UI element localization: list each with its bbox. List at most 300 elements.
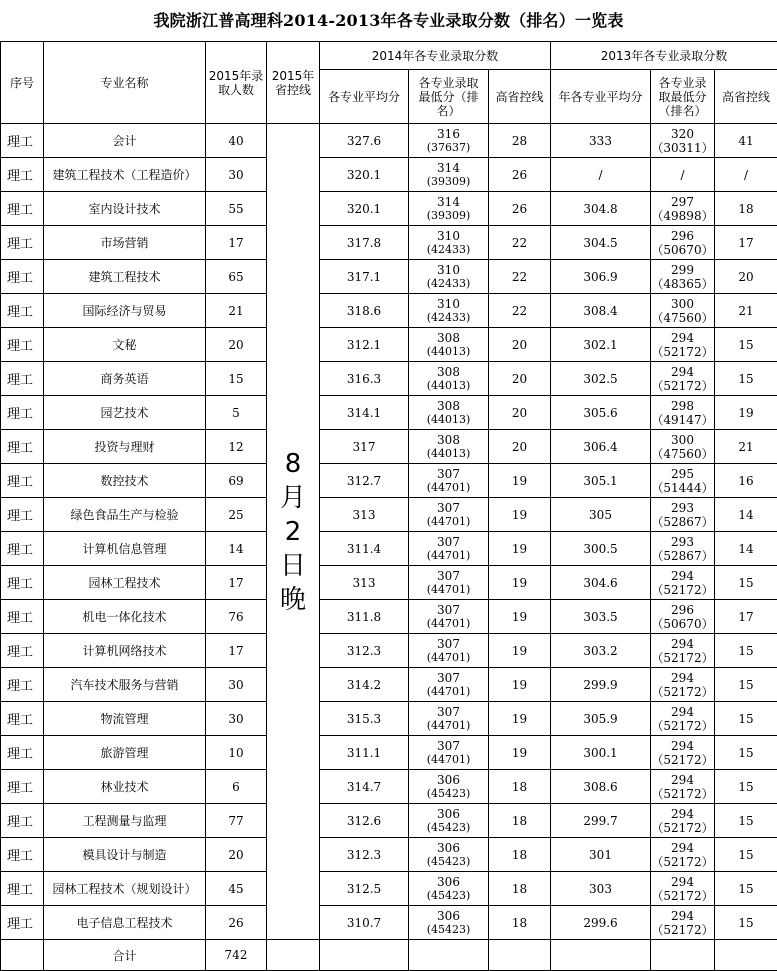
enroll-2015-cell: 17 (206, 634, 267, 668)
enroll-2015-cell: 77 (206, 804, 267, 838)
min-score-2013: 297 (651, 195, 714, 209)
enroll-2015-cell: 20 (206, 838, 267, 872)
above-control-2013-cell: 15 (715, 872, 777, 906)
avg-2014-cell: 318.6 (320, 294, 409, 328)
total-empty-cell (551, 940, 651, 971)
enroll-2015-cell: 26 (206, 906, 267, 940)
total-row (1, 940, 777, 971)
above-control-2014-cell: 22 (489, 260, 551, 294)
rank-2014: (42433) (409, 311, 488, 325)
above-control-2014-cell: 20 (489, 396, 551, 430)
above-control-2013-cell: 15 (715, 804, 777, 838)
min-2014-cell (409, 770, 489, 804)
avg-2014-cell: 320.1 (320, 158, 409, 192)
above-control-2014-cell: 19 (489, 668, 551, 702)
min-score-2013: 295 (651, 467, 714, 481)
table-row (1, 124, 777, 158)
above-control-2014-cell: 19 (489, 600, 551, 634)
rank-2013: （50670） (651, 243, 714, 257)
min-score-2013: 294 (651, 637, 714, 651)
major-name-cell: 工程测量与监理 (44, 804, 206, 838)
avg-2013-cell: 305.9 (551, 702, 651, 736)
min-score-2013: 293 (651, 535, 714, 549)
min-2014-cell (409, 838, 489, 872)
min-2014-cell (409, 464, 489, 498)
enroll-2015-cell: 10 (206, 736, 267, 770)
enroll-2015-cell: 25 (206, 498, 267, 532)
rank-2013: （52172） (651, 889, 714, 903)
avg-2014-cell: 311.8 (320, 600, 409, 634)
avg-2014-cell: 312.7 (320, 464, 409, 498)
table-row (1, 498, 777, 532)
category-cell: 理工 (1, 668, 44, 702)
min-score-2014: 308 (409, 399, 488, 413)
rank-2014: (44701) (409, 617, 488, 631)
above-control-2013-cell: 15 (715, 838, 777, 872)
control-2015-char: 月 (267, 481, 319, 515)
min-score-2013: 294 (651, 909, 714, 923)
table-row (1, 294, 777, 328)
avg-2013-cell: 304.8 (551, 192, 651, 226)
min-2013-cell (651, 498, 715, 532)
min-score-2014: 308 (409, 433, 488, 447)
category-cell: 理工 (1, 430, 44, 464)
min-score-2013: 294 (651, 773, 714, 787)
table-row (1, 430, 777, 464)
rank-2014: (44013) (409, 379, 488, 393)
avg-2013-cell: 333 (551, 124, 651, 158)
rank-2014: (39309) (409, 175, 488, 189)
above-control-2014-cell: 20 (489, 430, 551, 464)
avg-2013-cell: 306.4 (551, 430, 651, 464)
category-cell: 理工 (1, 804, 44, 838)
rank-2013: （47560） (651, 311, 714, 325)
rank-2013: （52172） (651, 821, 714, 835)
enroll-2015-cell: 30 (206, 158, 267, 192)
rank-2013: （52172） (651, 719, 714, 733)
rank-2013: （52172） (651, 787, 714, 801)
category-cell: 理工 (1, 362, 44, 396)
above-control-2014-cell: 26 (489, 192, 551, 226)
min-2014-cell (409, 124, 489, 158)
avg-2013-cell: 299.6 (551, 906, 651, 940)
rank-2014: (45423) (409, 855, 488, 869)
min-score-2014: 307 (409, 535, 488, 549)
category-cell: 理工 (1, 158, 44, 192)
avg-2014-cell: 315.3 (320, 702, 409, 736)
avg-2013-cell: 305.1 (551, 464, 651, 498)
category-cell: 理工 (1, 192, 44, 226)
table-row (1, 702, 777, 736)
major-name-cell: 旅游管理 (44, 736, 206, 770)
category-cell: 理工 (1, 328, 44, 362)
major-name-cell: 模具设计与制造 (44, 838, 206, 872)
major-name-cell: 会计 (44, 124, 206, 158)
min-2014-cell (409, 702, 489, 736)
above-control-2014-cell: 20 (489, 328, 551, 362)
admission-scores-table (0, 41, 777, 971)
rank-2014: (44701) (409, 651, 488, 665)
major-name-cell: 商务英语 (44, 362, 206, 396)
above-control-2014-cell: 19 (489, 498, 551, 532)
avg-2013-cell: 302.5 (551, 362, 651, 396)
above-control-2013-cell: 15 (715, 906, 777, 940)
table-row (1, 158, 777, 192)
total-empty-cell (267, 940, 320, 971)
enroll-2015-cell: 15 (206, 362, 267, 396)
min-2013-cell (651, 430, 715, 464)
above-control-2014-cell: 19 (489, 702, 551, 736)
avg-2013-cell: 305.6 (551, 396, 651, 430)
major-name-cell: 国际经济与贸易 (44, 294, 206, 328)
above-control-2014-cell: 19 (489, 464, 551, 498)
category-cell: 理工 (1, 770, 44, 804)
enroll-2015-cell: 17 (206, 566, 267, 600)
table-row (1, 566, 777, 600)
min-score-2014: 310 (409, 297, 488, 311)
min-score-2014: 314 (409, 195, 488, 209)
avg-2013-cell: 300.1 (551, 736, 651, 770)
min-score-2014: 307 (409, 569, 488, 583)
table-row (1, 362, 777, 396)
enroll-2015-cell: 14 (206, 532, 267, 566)
major-name-cell: 电子信息工程技术 (44, 906, 206, 940)
header-min-2014: 各专业录取最低分（排名） (409, 70, 489, 124)
min-2013-cell (651, 702, 715, 736)
rank-2013: （51444） (651, 481, 714, 495)
min-score-2014: 310 (409, 229, 488, 243)
table-row (1, 532, 777, 566)
above-control-2014-cell: 18 (489, 770, 551, 804)
min-score-2014: 306 (409, 841, 488, 855)
header-min-2013: 各专业录取最低分（排名） (651, 70, 715, 124)
min-score-2014: 308 (409, 365, 488, 379)
total-empty-cell (715, 940, 777, 971)
min-2013-cell (651, 600, 715, 634)
above-control-2014-cell: 19 (489, 566, 551, 600)
min-2014-cell (409, 532, 489, 566)
avg-2014-cell: 314.1 (320, 396, 409, 430)
table-row (1, 736, 777, 770)
min-score-2013: 294 (651, 841, 714, 855)
major-name-cell: 园艺技术 (44, 396, 206, 430)
avg-2013-cell: 301 (551, 838, 651, 872)
min-2013-cell (651, 158, 715, 192)
min-score-2013: 294 (651, 331, 714, 345)
min-2013-cell (651, 566, 715, 600)
min-2014-cell (409, 226, 489, 260)
above-control-2013-cell: 14 (715, 532, 777, 566)
rank-2014: (45423) (409, 821, 488, 835)
header-avg-2013: 年各专业平均分 (551, 70, 651, 124)
min-2013-cell (651, 328, 715, 362)
category-cell: 理工 (1, 600, 44, 634)
above-control-2014-cell: 19 (489, 736, 551, 770)
min-2013-cell (651, 294, 715, 328)
avg-2014-cell: 317.8 (320, 226, 409, 260)
above-control-2013-cell: 17 (715, 226, 777, 260)
above-control-2014-cell: 22 (489, 294, 551, 328)
avg-2014-cell: 313 (320, 566, 409, 600)
min-2014-cell (409, 192, 489, 226)
table-row (1, 464, 777, 498)
major-name-cell: 室内设计技术 (44, 192, 206, 226)
min-score-2014: 314 (409, 161, 488, 175)
rank-2013: （52172） (651, 379, 714, 393)
above-control-2013-cell: 15 (715, 362, 777, 396)
avg-2014-cell: 314.2 (320, 668, 409, 702)
avg-2014-cell: 310.7 (320, 906, 409, 940)
header-ctrl-2013: 高省控线 (715, 70, 777, 124)
min-score-2014: 308 (409, 331, 488, 345)
min-score-2014: 307 (409, 603, 488, 617)
min-score-2014: 307 (409, 637, 488, 651)
min-score-2014: 306 (409, 875, 488, 889)
table-row (1, 770, 777, 804)
enroll-2015-cell: 76 (206, 600, 267, 634)
min-2013-cell (651, 634, 715, 668)
table-row (1, 600, 777, 634)
min-score-2014: 316 (409, 127, 488, 141)
rank-2013: （48365） (651, 277, 714, 291)
min-score-2014: 310 (409, 263, 488, 277)
major-name-cell: 林业技术 (44, 770, 206, 804)
rank-2014: (44701) (409, 719, 488, 733)
min-2014-cell (409, 498, 489, 532)
category-cell: 理工 (1, 872, 44, 906)
rank-2014: (44701) (409, 481, 488, 495)
avg-2014-cell: 312.1 (320, 328, 409, 362)
avg-2013-cell: 304.5 (551, 226, 651, 260)
major-name-cell: 绿色食品生产与检验 (44, 498, 206, 532)
enroll-2015-cell: 5 (206, 396, 267, 430)
control-2015-char: 日 (267, 549, 319, 583)
min-score-2013: 294 (651, 875, 714, 889)
min-2013-cell (651, 362, 715, 396)
major-name-cell: 计算机网络技术 (44, 634, 206, 668)
rank-2014: (45423) (409, 923, 488, 937)
rank-2014: (44701) (409, 753, 488, 767)
avg-2013-cell: 302.1 (551, 328, 651, 362)
above-control-2013-cell: 15 (715, 668, 777, 702)
enroll-2015-cell: 21 (206, 294, 267, 328)
rank-2014: (42433) (409, 243, 488, 257)
min-2014-cell (409, 668, 489, 702)
rank-2013: （52172） (651, 583, 714, 597)
min-score-2013: 298 (651, 399, 714, 413)
above-control-2013-cell: 15 (715, 770, 777, 804)
min-score-2013: 294 (651, 807, 714, 821)
header-control-2015: 2015年省控线 (267, 42, 320, 124)
min-2014-cell (409, 600, 489, 634)
avg-2013-cell: / (551, 158, 651, 192)
min-score-2013: 294 (651, 569, 714, 583)
rank-2013: （52172） (651, 855, 714, 869)
table-row (1, 838, 777, 872)
enroll-2015-cell: 17 (206, 226, 267, 260)
enroll-2015-cell: 30 (206, 668, 267, 702)
rank-2013: （50670） (651, 617, 714, 631)
major-name-cell: 计算机信息管理 (44, 532, 206, 566)
major-name-cell: 数控技术 (44, 464, 206, 498)
min-score-2013: 294 (651, 671, 714, 685)
total-empty-cell (320, 940, 409, 971)
category-cell: 理工 (1, 260, 44, 294)
above-control-2013-cell: 16 (715, 464, 777, 498)
above-control-2013-cell: 18 (715, 192, 777, 226)
rank-2014: (44701) (409, 583, 488, 597)
major-name-cell: 园林工程技术（规划设计） (44, 872, 206, 906)
total-empty-cell (1, 940, 44, 971)
avg-2014-cell: 311.4 (320, 532, 409, 566)
header-enroll-2015: 2015年录取人数 (206, 42, 267, 124)
min-2014-cell (409, 396, 489, 430)
enroll-2015-cell: 12 (206, 430, 267, 464)
table-row (1, 906, 777, 940)
above-control-2013-cell: 15 (715, 736, 777, 770)
avg-2014-cell: 312.3 (320, 838, 409, 872)
rank-2014: (44701) (409, 549, 488, 563)
page-title: 我院浙江普高理科2014-2013年各专业录取分数（排名）一览表 (0, 0, 777, 41)
min-score-2013: 299 (651, 263, 714, 277)
min-2013-cell (651, 464, 715, 498)
avg-2013-cell: 305 (551, 498, 651, 532)
avg-2013-cell: 299.9 (551, 668, 651, 702)
avg-2013-cell: 303 (551, 872, 651, 906)
table-row (1, 872, 777, 906)
above-control-2014-cell: 18 (489, 804, 551, 838)
avg-2013-cell: 308.6 (551, 770, 651, 804)
min-score-2013: 294 (651, 739, 714, 753)
enroll-2015-cell: 65 (206, 260, 267, 294)
header-avg-2014: 各专业平均分 (320, 70, 409, 124)
avg-2013-cell: 303.2 (551, 634, 651, 668)
category-cell: 理工 (1, 736, 44, 770)
above-control-2014-cell: 20 (489, 362, 551, 396)
above-control-2013-cell: 14 (715, 498, 777, 532)
min-2013-cell (651, 770, 715, 804)
min-2014-cell (409, 158, 489, 192)
min-2014-cell (409, 362, 489, 396)
category-cell: 理工 (1, 396, 44, 430)
min-2013-cell (651, 804, 715, 838)
table-row (1, 260, 777, 294)
avg-2014-cell: 313 (320, 498, 409, 532)
header-group-2014: 2014年各专业录取分数 (320, 42, 551, 70)
min-2014-cell (409, 736, 489, 770)
total-empty-cell (409, 940, 489, 971)
control-2015-cell (267, 124, 320, 940)
major-name-cell: 物流管理 (44, 702, 206, 736)
control-2015-char: 2 (267, 515, 319, 549)
control-2015-char: 8 (267, 447, 319, 481)
category-cell: 理工 (1, 464, 44, 498)
min-2014-cell (409, 872, 489, 906)
min-score-2013: / (651, 168, 714, 182)
min-2013-cell (651, 260, 715, 294)
header-ctrl-2014: 高省控线 (489, 70, 551, 124)
min-score-2014: 306 (409, 807, 488, 821)
min-2013-cell (651, 668, 715, 702)
above-control-2014-cell: 18 (489, 838, 551, 872)
total-label-cell: 合计 (44, 940, 206, 971)
min-score-2013: 320 (651, 127, 714, 141)
above-control-2013-cell: 21 (715, 294, 777, 328)
major-name-cell: 文秘 (44, 328, 206, 362)
category-cell: 理工 (1, 498, 44, 532)
category-cell: 理工 (1, 124, 44, 158)
rank-2013: （52172） (651, 923, 714, 937)
min-2013-cell (651, 226, 715, 260)
header-major: 专业名称 (44, 42, 206, 124)
category-cell: 理工 (1, 226, 44, 260)
avg-2014-cell: 312.3 (320, 634, 409, 668)
min-2014-cell (409, 634, 489, 668)
min-2014-cell (409, 804, 489, 838)
min-2013-cell (651, 872, 715, 906)
above-control-2013-cell: / (715, 158, 777, 192)
min-2014-cell (409, 566, 489, 600)
avg-2013-cell: 299.7 (551, 804, 651, 838)
rank-2014: (44701) (409, 515, 488, 529)
rank-2014: (44013) (409, 447, 488, 461)
enroll-2015-cell: 6 (206, 770, 267, 804)
min-2014-cell (409, 430, 489, 464)
rank-2013: （30311） (651, 141, 714, 155)
above-control-2014-cell: 19 (489, 532, 551, 566)
min-score-2014: 307 (409, 467, 488, 481)
table-body (1, 124, 777, 971)
rank-2014: (44013) (409, 345, 488, 359)
min-score-2014: 307 (409, 671, 488, 685)
table-row (1, 226, 777, 260)
category-cell: 理工 (1, 566, 44, 600)
rank-2014: (44013) (409, 413, 488, 427)
header-group-2013: 2013年各专业录取分数 (551, 42, 777, 70)
major-name-cell: 投资与理财 (44, 430, 206, 464)
avg-2013-cell: 303.5 (551, 600, 651, 634)
avg-2014-cell: 320.1 (320, 192, 409, 226)
avg-2014-cell: 316.3 (320, 362, 409, 396)
enroll-2015-cell: 20 (206, 328, 267, 362)
min-2013-cell (651, 532, 715, 566)
rank-2013: （52172） (651, 753, 714, 767)
above-control-2014-cell: 18 (489, 872, 551, 906)
min-score-2014: 306 (409, 909, 488, 923)
above-control-2014-cell: 26 (489, 158, 551, 192)
enroll-2015-cell: 69 (206, 464, 267, 498)
min-score-2014: 307 (409, 739, 488, 753)
min-2013-cell (651, 838, 715, 872)
table-row (1, 328, 777, 362)
min-2014-cell (409, 906, 489, 940)
major-name-cell: 机电一体化技术 (44, 600, 206, 634)
category-cell: 理工 (1, 634, 44, 668)
min-score-2013: 293 (651, 501, 714, 515)
above-control-2014-cell: 22 (489, 226, 551, 260)
total-empty-cell (489, 940, 551, 971)
above-control-2013-cell: 19 (715, 396, 777, 430)
total-enroll-cell: 742 (206, 940, 267, 971)
above-control-2013-cell: 20 (715, 260, 777, 294)
rank-2013: （49147） (651, 413, 714, 427)
rank-2014: (44701) (409, 685, 488, 699)
category-cell: 理工 (1, 532, 44, 566)
category-cell: 理工 (1, 294, 44, 328)
rank-2014: (42433) (409, 277, 488, 291)
above-control-2013-cell: 41 (715, 124, 777, 158)
rank-2013: （52867） (651, 515, 714, 529)
